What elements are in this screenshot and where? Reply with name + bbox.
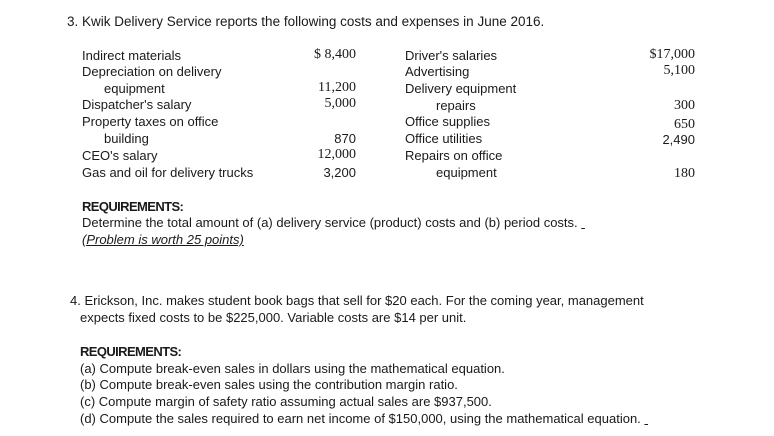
problem-3-title: 3. Kwik Delivery Service reports the following costs and expenses in June 2016. xyxy=(67,14,545,29)
right-item-label: repairs xyxy=(436,98,476,113)
right-item-label: Repairs on office xyxy=(405,148,503,163)
left-item-label: Depreciation on delivery xyxy=(82,64,222,79)
left-item-label: building xyxy=(104,131,149,146)
requirement-item: (b) Compute break-even sales using the contribution margin ratio. xyxy=(80,377,458,392)
problem-4-requirements-heading: REQUIREMENTS: xyxy=(80,344,182,359)
left-item-label: equipment xyxy=(104,81,165,96)
left-item-label: Gas and oil for delivery trucks xyxy=(82,165,254,180)
right-item-value: 650 xyxy=(674,117,695,132)
left-item-value: 12,000 xyxy=(317,147,356,162)
right-item-label: Driver's salaries xyxy=(405,48,498,63)
left-item-value: 870 xyxy=(334,131,356,146)
left-item-label: Indirect materials xyxy=(82,48,181,63)
right-item-value: 5,100 xyxy=(663,63,695,78)
left-item-value: $ 8,400 xyxy=(314,47,356,62)
right-item-label: Office supplies xyxy=(405,114,491,129)
problem-4-line-2: expects fixed costs to be $225,000. Variable costs are $14 per unit. xyxy=(80,310,467,325)
right-item-label: Office utilities xyxy=(405,131,483,146)
requirement-item: (c) Compute margin of safety ratio assuming actual sales are $937,500. xyxy=(80,394,492,409)
problem-3-requirement-text: Determine the total amount of (a) delivery service (product) costs and (b) period costs. xyxy=(82,215,578,230)
left-item-label: Property taxes on office xyxy=(82,114,219,129)
right-item-value: 180 xyxy=(674,166,695,181)
requirement-item: (d) Compute the sales required to earn net income of $150,000, using the mathematical equation. xyxy=(80,411,641,426)
left-item-label: Dispatcher's salary xyxy=(82,97,192,112)
requirement-item: (a) Compute break-even sales in dollars using the mathematical equation. xyxy=(80,361,505,376)
right-item-value: $17,000 xyxy=(649,47,695,62)
left-item-value: 11,200 xyxy=(318,80,356,95)
left-item-label: CEO's salary xyxy=(82,148,158,163)
right-item-value: 300 xyxy=(674,98,695,113)
right-item-value: 2,490 xyxy=(662,132,695,147)
problem-3-requirements-heading: REQUIREMENTS: xyxy=(82,199,184,214)
problem-4-line-1: 4. Erickson, Inc. makes student book bags that sell for $20 each. For the coming year, management xyxy=(70,293,644,308)
left-item-value: 5,000 xyxy=(324,96,356,111)
right-item-label: Advertising xyxy=(405,64,470,79)
points-link[interactable]: (Problem is worth 25 points) xyxy=(82,232,244,247)
right-item-label: equipment xyxy=(436,165,497,180)
right-item-label: Delivery equipment xyxy=(405,81,517,96)
left-item-value: 3,200 xyxy=(323,165,356,180)
